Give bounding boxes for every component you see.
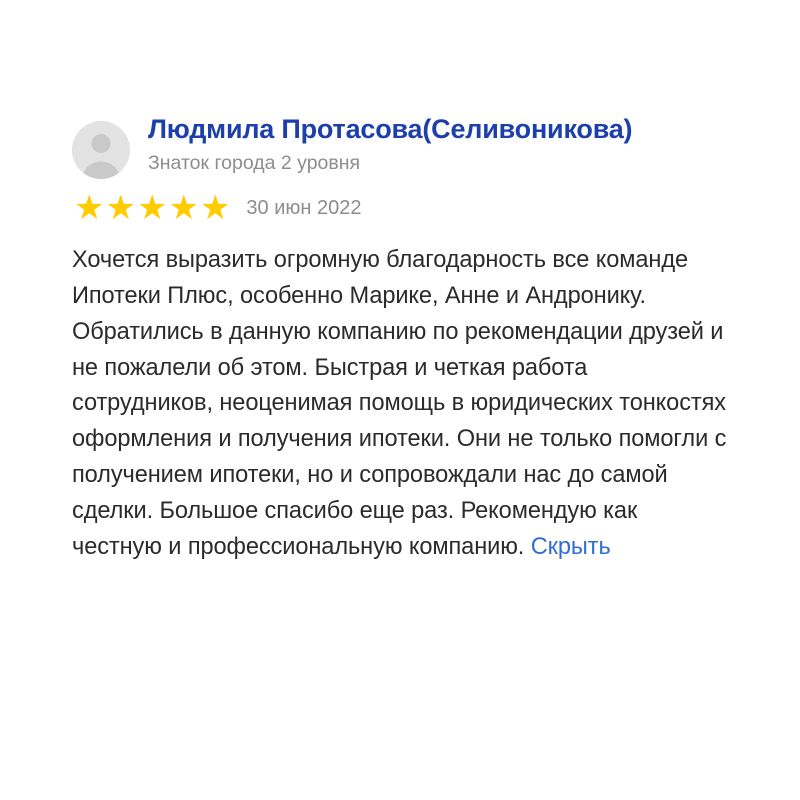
review-text: Хочется выразить огромную благодарность все команде Ипотеки Плюс, особенно Марике, Анне и Андронику. Обратились в данную компанию по рекомендации друзей и не пожалели об этом. Быстрая и четкая работа сотрудников, неоценимая помощь в юридических тонкостях оформления и получения ипотеки. Они не только помогли с получением ипотеки, но и сопровождали нас до самой сделки. Большое спасибо еще раз. Рекомендую как честную и профессиональную компанию.	[72, 247, 727, 560]
star-icon: ★	[168, 189, 199, 227]
star-icon: ★	[74, 189, 105, 227]
author-block	[148, 108, 632, 175]
author-level: Знаток города 2 уровня	[148, 152, 361, 175]
rating-row	[74, 191, 728, 225]
collapse-link[interactable]: Скрыть	[530, 533, 611, 560]
avatar	[72, 121, 130, 179]
review-date: 30 июн 2022	[246, 196, 362, 219]
star-icon: ★	[136, 189, 168, 227]
star-rating	[74, 191, 230, 225]
star-icon: ★	[105, 189, 136, 227]
review-text-block	[72, 243, 727, 566]
user-placeholder-icon	[72, 121, 130, 179]
review-header	[72, 108, 728, 179]
author-name[interactable]: Людмила Протасова(Селивоникова)	[148, 114, 633, 144]
star-icon: ★	[199, 189, 231, 227]
